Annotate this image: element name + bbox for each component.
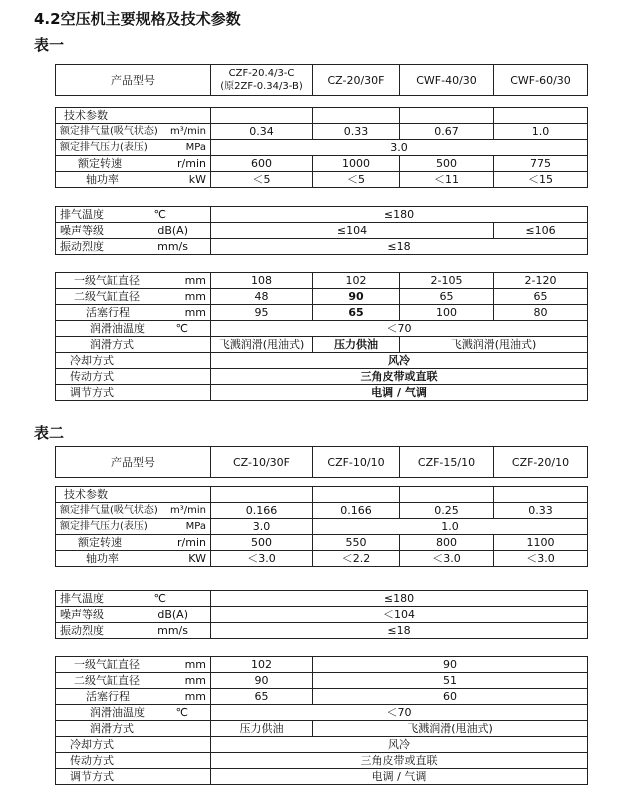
power-value: ＜5 [211, 172, 313, 188]
lube-value: 飞溅润滑(甩油式) [211, 337, 313, 353]
control-label: 调节方式 [56, 769, 211, 785]
oil-temp-value: ＜70 [211, 321, 588, 337]
pressure-value: 1.0 [313, 519, 588, 535]
cyl1-value: 108 [211, 273, 313, 289]
flow-label: 额定排气量(吸气状态) m³/min [56, 124, 211, 140]
drive-label: 传动方式 [56, 753, 211, 769]
flow-label: 额定排气量(吸气状态) m³/min [56, 503, 211, 519]
table2-structure-params [55, 656, 588, 785]
lube-value: 压力供油 [211, 721, 313, 737]
cyl1-value: 102 [313, 273, 400, 289]
power-value: ＜3.0 [400, 551, 494, 567]
stroke-value: 80 [494, 305, 588, 321]
cooling-label: 冷却方式 [56, 737, 211, 753]
speed-value: 800 [400, 535, 494, 551]
cyl2-label: 二级气缸直径 mm [56, 673, 211, 689]
table1-tech-params [55, 107, 588, 188]
drive-value: 三角皮带或直联 [211, 369, 588, 385]
model-2: CZ-20/30F [313, 65, 400, 96]
model-3: CZF-15/10 [400, 447, 494, 478]
exhaust-temp-label: 排气温度 ℃ [56, 591, 211, 607]
speed-value: 550 [313, 535, 400, 551]
exhaust-temp-label: 排气温度 ℃ [56, 207, 211, 223]
lube-value: 压力供油 [313, 337, 400, 353]
exhaust-temp-value: ≤180 [211, 207, 588, 223]
drive-value: 三角皮带或直联 [211, 753, 588, 769]
table2-tech-params [55, 486, 588, 567]
stroke-value: 95 [211, 305, 313, 321]
speed-value: 1100 [494, 535, 588, 551]
noise-value: ≤104 [211, 223, 494, 239]
table1-title: 表一 [34, 36, 65, 54]
table2-title: 表二 [34, 424, 65, 442]
pressure-label: 额定排气压力(表压) MPa [56, 519, 211, 535]
speed-value: 500 [211, 535, 313, 551]
power-label: 轴功率 kW [56, 172, 211, 188]
pressure-value: 3.0 [211, 519, 313, 535]
lube-label: 润滑方式 [56, 721, 211, 737]
cyl1-value: 2-105 [400, 273, 494, 289]
drive-label: 传动方式 [56, 369, 211, 385]
model-3: CWF-40/30 [400, 65, 494, 96]
stroke-label: 活塞行程 mm [56, 689, 211, 705]
flow-value: 1.0 [494, 124, 588, 140]
vibration-label: 振动烈度 mm/s [56, 623, 211, 639]
stroke-label: 活塞行程 mm [56, 305, 211, 321]
flow-value: 0.25 [400, 503, 494, 519]
model-1: CZF-20.4/3-C (原2ZF-0.34/3-B) [211, 65, 313, 96]
flow-value: 0.166 [313, 503, 400, 519]
control-value: 电调 / 气调 [211, 385, 588, 401]
speed-label: 额定转速 r/min [56, 156, 211, 172]
table1-product-row [55, 64, 588, 96]
noise-label: 噪声等级 dB(A) [56, 607, 211, 623]
lube-value: 飞溅润滑(甩油式) [400, 337, 588, 353]
power-value: ＜11 [400, 172, 494, 188]
speed-value: 775 [494, 156, 588, 172]
lube-value: 飞溅润滑(甩油式) [313, 721, 588, 737]
stroke-value: 65 [211, 689, 313, 705]
flow-value: 0.166 [211, 503, 313, 519]
cyl2-value: 51 [313, 673, 588, 689]
flow-value: 0.33 [494, 503, 588, 519]
product-model-label: 产品型号 [56, 65, 211, 96]
cyl1-value: 2-120 [494, 273, 588, 289]
speed-value: 1000 [313, 156, 400, 172]
oil-temp-value: ＜70 [211, 705, 588, 721]
stroke-value: 65 [313, 305, 400, 321]
vibration-label: 振动烈度 mm/s [56, 239, 211, 255]
cyl2-value: 90 [313, 289, 400, 305]
flow-value: 0.34 [211, 124, 313, 140]
product-model-label: 产品型号 [56, 447, 211, 478]
tech-params-label: 技术参数 [56, 108, 211, 124]
table1-env-params [55, 206, 588, 255]
vibration-value: ≤18 [211, 239, 588, 255]
section-heading: 4.2空压机主要规格及技术参数 [34, 10, 241, 28]
power-value: ＜15 [494, 172, 588, 188]
cyl2-label: 二级气缸直径 mm [56, 289, 211, 305]
power-label: 轴功率 KW [56, 551, 211, 567]
cooling-label: 冷却方式 [56, 353, 211, 369]
cyl2-value: 65 [494, 289, 588, 305]
power-value: ＜5 [313, 172, 400, 188]
model-4: CWF-60/30 [494, 65, 588, 96]
vibration-value: ≤18 [211, 623, 588, 639]
lube-label: 润滑方式 [56, 337, 211, 353]
tech-params-label: 技术参数 [56, 487, 211, 503]
cyl1-value: 90 [313, 657, 588, 673]
cyl1-label: 一级气缸直径 mm [56, 273, 211, 289]
flow-value: 0.67 [400, 124, 494, 140]
pressure-value: 3.0 [211, 140, 588, 156]
flow-value: 0.33 [313, 124, 400, 140]
pressure-label: 额定排气压力(表压) MPa [56, 140, 211, 156]
exhaust-temp-value: ≤180 [211, 591, 588, 607]
table2-env-params [55, 590, 588, 639]
cyl1-value: 102 [211, 657, 313, 673]
model-4: CZF-20/10 [494, 447, 588, 478]
power-value: ＜2.2 [313, 551, 400, 567]
cooling-value: 风冷 [211, 353, 588, 369]
power-value: ＜3.0 [211, 551, 313, 567]
oil-temp-label: 润滑油温度 ℃ [56, 705, 211, 721]
cyl2-value: 48 [211, 289, 313, 305]
table2-product-row [55, 446, 588, 478]
cyl1-label: 一级气缸直径 mm [56, 657, 211, 673]
speed-value: 500 [400, 156, 494, 172]
speed-value: 600 [211, 156, 313, 172]
model-1: CZ-10/30F [211, 447, 313, 478]
model-2: CZF-10/10 [313, 447, 400, 478]
oil-temp-label: 润滑油温度 ℃ [56, 321, 211, 337]
cyl2-value: 65 [400, 289, 494, 305]
stroke-value: 60 [313, 689, 588, 705]
stroke-value: 100 [400, 305, 494, 321]
cooling-value: 风冷 [211, 737, 588, 753]
control-value: 电调 / 气调 [211, 769, 588, 785]
power-value: ＜3.0 [494, 551, 588, 567]
speed-label: 额定转速 r/min [56, 535, 211, 551]
noise-value: ≤106 [494, 223, 588, 239]
noise-value: ＜104 [211, 607, 588, 623]
control-label: 调节方式 [56, 385, 211, 401]
cyl2-value: 90 [211, 673, 313, 689]
table1-structure-params [55, 272, 588, 401]
noise-label: 噪声等级 dB(A) [56, 223, 211, 239]
